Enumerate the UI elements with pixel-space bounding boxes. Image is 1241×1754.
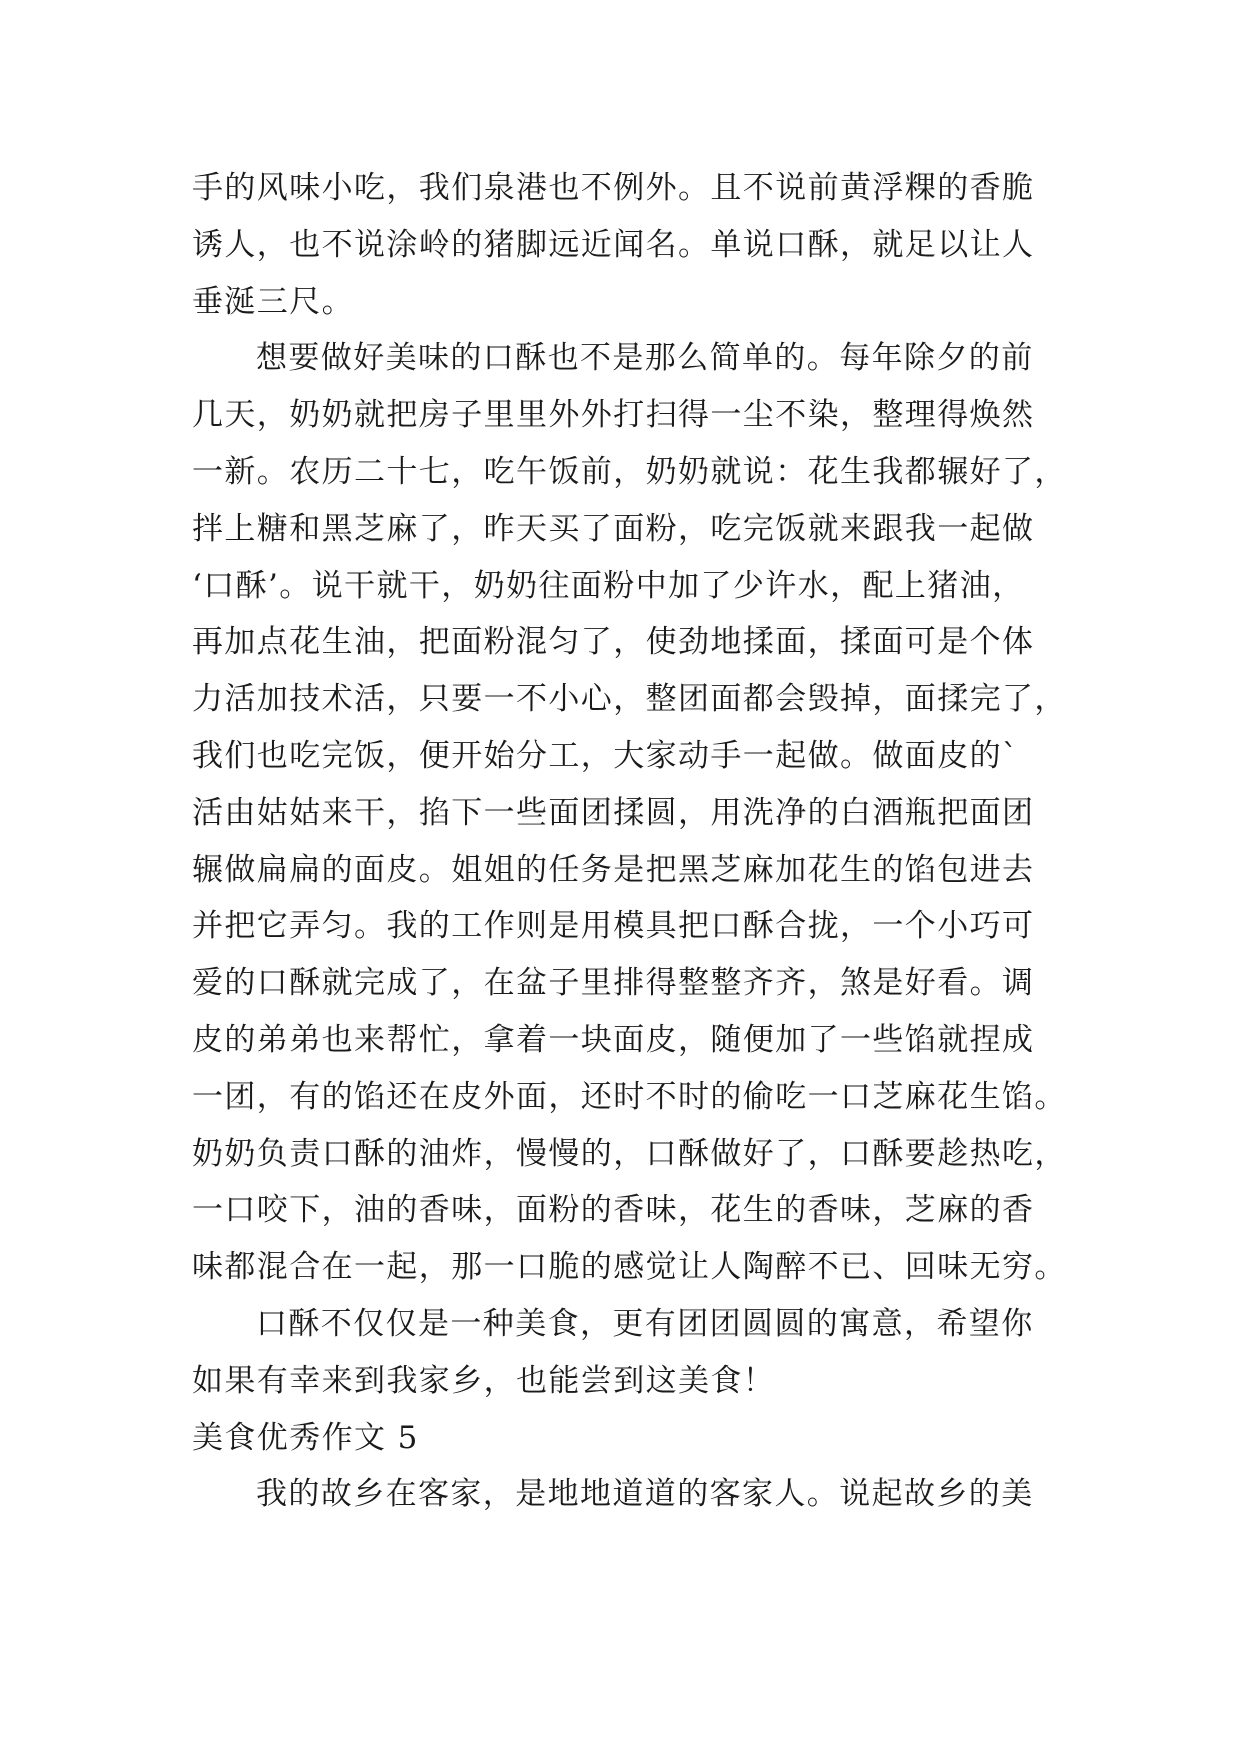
text-line: 皮的弟弟也来帮忙，拿着一块面皮，随便加了一些馅就捏成 <box>192 1021 1035 1058</box>
text-line: 手的风味小吃，我们泉港也不例外。且不说前黄浮粿的香脆 <box>192 170 1035 206</box>
text-line: 一新。农历二十七，吃午饭前，奶奶就说：花生我都辗好了， <box>192 453 1067 490</box>
text-line: ‘口酥’。说干就干，奶奶往面粉中加了少许水，配上猪油， <box>192 567 1025 604</box>
text-line: 几天，奶奶就把房子里里外外打扫得一尘不染，整理得焕然 <box>192 397 1035 434</box>
text-line: 活由姑姑来干，掐下一些面团揉圆，用洗净的白酒瓶把面团 <box>192 794 1035 831</box>
text-line: 垂涎三尺。 <box>192 283 354 320</box>
text-line: 一团，有的馅还在皮外面，还时不时的偷吃一口芝麻花生馅。 <box>192 1078 1067 1115</box>
text-line: 我们也吃完饭，便开始分工，大家动手一起做。做面皮的` <box>192 737 1019 774</box>
text-line: 诱人，也不说涂岭的猪脚远近闻名。单说口酥，就足以让人 <box>192 226 1035 263</box>
text-line: 再加点花生油，把面粉混匀了，使劲地揉面，揉面可是个体 <box>192 624 1035 661</box>
section-heading: 美食优秀作文 5 <box>192 1419 419 1456</box>
text-line: 拌上糖和黑芝麻了，昨天买了面粉，吃完饭就来跟我一起做 <box>192 510 1035 547</box>
paragraph-start-line: 想要做好美味的口酥也不是那么简单的。每年除夕的前 <box>256 340 1034 377</box>
paragraph-start-line: 我的故乡在客家，是地地道道的客家人。说起故乡的美 <box>256 1476 1034 1513</box>
text-line: 一口咬下，油的香味，面粉的香味，花生的香味，芝麻的香 <box>192 1192 1035 1229</box>
text-line: 如果有幸来到我家乡，也能尝到这美食！ <box>192 1362 776 1399</box>
text-line: 奶奶负责口酥的油炸，慢慢的，口酥做好了，口酥要趁热吃， <box>192 1135 1067 1172</box>
text-line: 力活加技术活，只要一不小心，整团面都会毁掉，面揉完了， <box>192 681 1067 718</box>
text-line: 辗做扁扁的面皮。姐姐的任务是把黑芝麻加花生的馅包进去 <box>192 851 1035 888</box>
text-line: 爱的口酥就完成了，在盆子里排得整整齐齐，煞是好看。调 <box>192 965 1035 1002</box>
text-line: 并把它弄匀。我的工作则是用模具把口酥合拢，一个小巧可 <box>192 908 1035 945</box>
paragraph-start-line: 口酥不仅仅是一种美食，更有团团圆圆的寓意，希望你 <box>256 1305 1034 1342</box>
document-body <box>192 160 1067 1523</box>
text-line: 味都混合在一起，那一口脆的感觉让人陶醉不已、回味无穷。 <box>192 1249 1067 1286</box>
